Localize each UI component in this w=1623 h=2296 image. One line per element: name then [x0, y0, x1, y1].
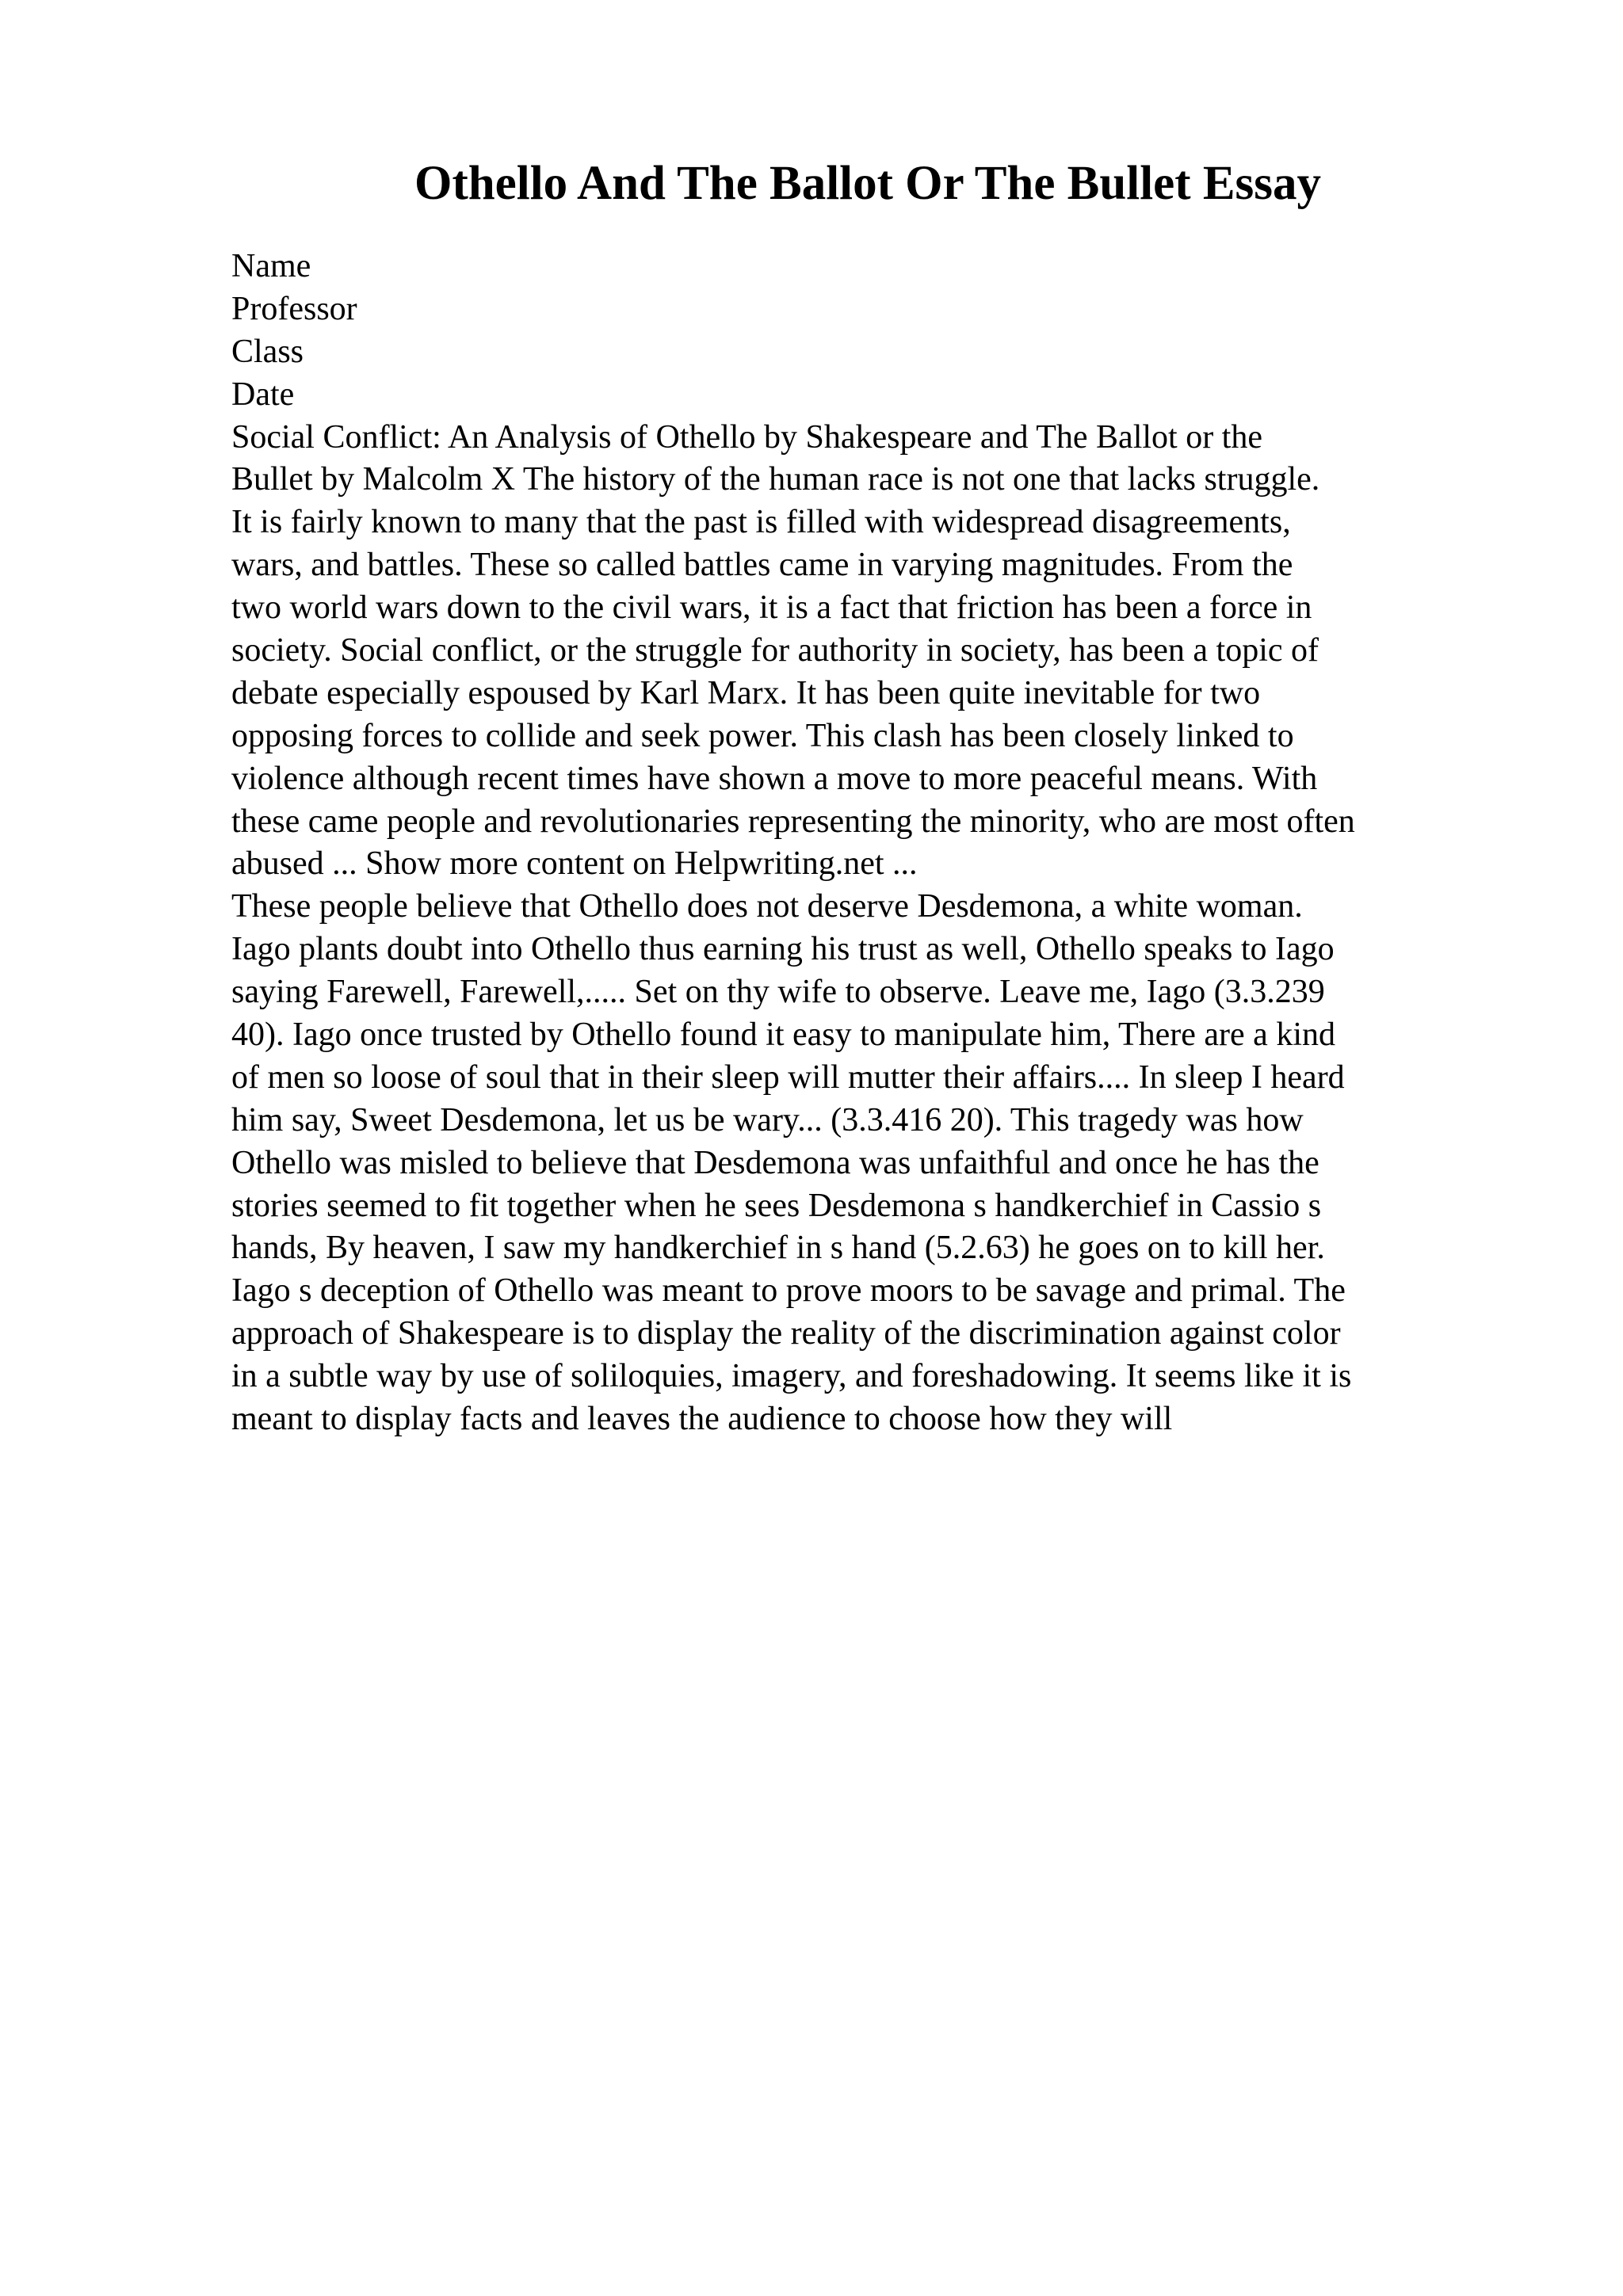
text-line: violence although recent times have shown a move to more peaceful means. With [231, 760, 1318, 797]
text-line: society. Social conflict, or the struggle for authority in society, has been a topic of [231, 632, 1319, 669]
header-field-date: Date [231, 376, 295, 413]
text-line: stories seemed to fit together when he sees Desdemona s handkerchief in Cassio s [231, 1187, 1322, 1224]
text-line: opposing forces to collide and seek power. This clash has been closely linked to [231, 717, 1294, 754]
text-line: him say, Sweet Desdemona, let us be wary... (3.3.416 20). This tragedy was how [231, 1101, 1304, 1138]
header-field-professor: Professor [231, 290, 357, 327]
paragraph-2 [231, 886, 1499, 1441]
text-line: Bullet by Malcolm X The history of the human race is not one that lacks struggle. [231, 461, 1320, 498]
header-field-name: Name [231, 248, 311, 284]
text-line: saying Farewell, Farewell,..... Set on thy wife to observe. Leave me, Iago (3.3.239 [231, 974, 1325, 1011]
text-line: of men so loose of soul that in their sleep will mutter their affairs.... In sleep I heard [231, 1058, 1345, 1096]
text-line: Social Conflict: An Analysis of Othello by Shakespeare and The Ballot or the [231, 418, 1262, 456]
text-line: Iago plants doubt into Othello thus earning his trust as well, Othello speaks to Iago [231, 931, 1335, 968]
document-body [231, 246, 1499, 1441]
text-line: Othello was misled to believe that Desdemona was unfaithful and once he has the [231, 1144, 1319, 1181]
text-line: abused ... Show more content on Helpwriting.net ... [231, 845, 918, 883]
text-line: two world wars down to the civil wars, it is a fact that friction has been a force in [231, 589, 1312, 627]
text-line: hands, By heaven, I saw my handkerchief in s hand (5.2.63) he goes on to kill her. [231, 1230, 1325, 1267]
text-line: debate especially espoused by Karl Marx. It has been quite inevitable for two [231, 674, 1261, 711]
text-line: wars, and battles. These so called battles came in varying magnitudes. From the [231, 547, 1293, 584]
text-line: approach of Shakespeare is to display the reality of the discrimination against color [231, 1315, 1341, 1352]
text-line: These people believe that Othello does not deserve Desdemona, a white woman. [231, 888, 1303, 925]
text-line: Iago s deception of Othello was meant to prove moors to be savage and primal. The [231, 1272, 1346, 1310]
text-line: It is fairly known to many that the past is filled with widespread disagreements, [231, 504, 1291, 541]
document-title: Othello And The Ballot Or The Bullet Essay [414, 157, 1321, 210]
text-line: 40). Iago once trusted by Othello found it easy to manipulate him, There are a kind [231, 1016, 1335, 1054]
text-line: meant to display facts and leaves the audience to choose how they will [231, 1401, 1173, 1438]
text-line: these came people and revolutionaries representing the minority, who are most often [231, 803, 1355, 840]
header-field-class: Class [231, 333, 304, 370]
paragraph-1 [231, 417, 1499, 887]
text-line: in a subtle way by use of soliloquies, imagery, and foreshadowing. It seems like it is [231, 1358, 1352, 1395]
